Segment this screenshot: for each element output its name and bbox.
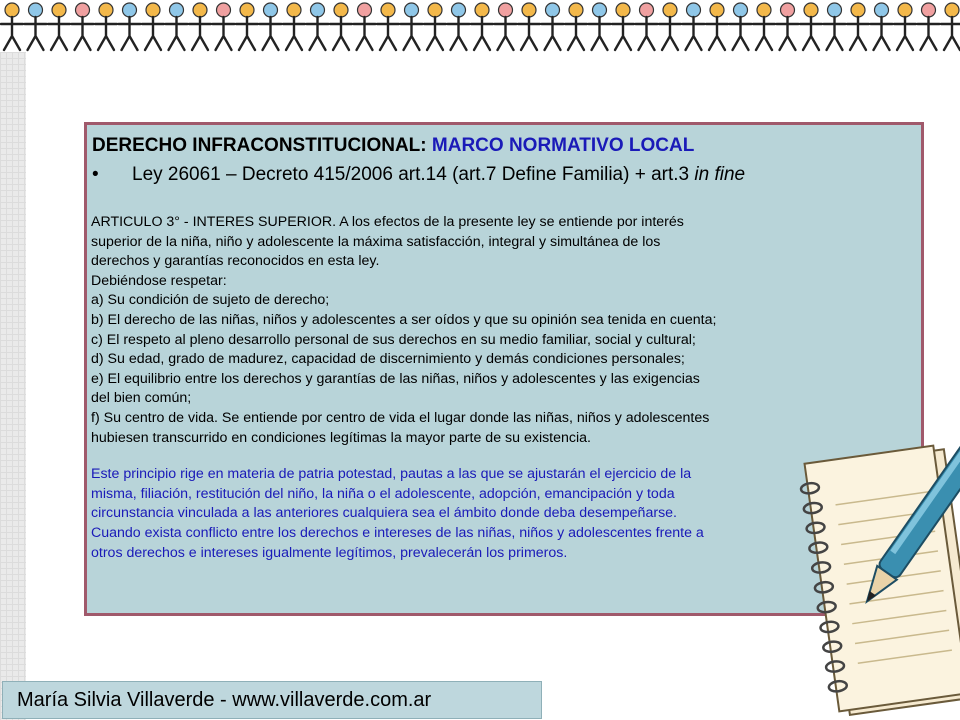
stick-figure-icon: [894, 3, 916, 50]
article-line: b) El derecho de las niñas, niños y adolescentes a ser oídos y que su opinión sea tenida en cuenta;: [91, 311, 717, 328]
stick-figure-icon: [401, 3, 423, 50]
stick-figure-icon: [448, 3, 470, 50]
stick-figure-icon: [307, 3, 329, 50]
stick-figures-decoration: [0, 0, 960, 52]
stick-figure-icon: [542, 3, 564, 50]
stick-figure-icon: [706, 3, 728, 50]
stick-figure-icon: [683, 3, 705, 50]
stick-figure-icon: [236, 3, 258, 50]
stick-figure-icon: [730, 3, 752, 50]
article-line: Debiéndose respetar:: [91, 272, 227, 289]
article-line: ARTICULO 3° - INTERES SUPERIOR. A los efectos de la presente ley se entiende por interés: [91, 214, 684, 230]
article-line: a) Su condición de sujeto de derecho;: [91, 292, 330, 309]
stick-figure-icon: [918, 3, 940, 50]
article-line: hubiesen transcurrido en condiciones legítimas la mayor parte de su existencia.: [91, 429, 591, 446]
bullet-italic: in fine: [694, 164, 746, 185]
stick-figure-icon: [800, 3, 822, 50]
stick-figure-icon: [119, 3, 141, 50]
stick-figure-icon: [495, 3, 517, 50]
stick-figure-icon: [659, 3, 681, 50]
stick-figure-icon: [330, 3, 352, 50]
stick-figure-icon: [565, 3, 587, 50]
stick-figure-icon: [377, 3, 399, 50]
article-line: d) Su edad, grado de madurez, capacidad de discernimiento y demás condiciones personales;: [91, 351, 685, 368]
author-footer: María Silvia Villaverde - www.villaverde.com.ar: [2, 681, 542, 719]
article-blue-line: circunstancia vinculada a las anteriores cualquiera sea el ámbito donde deba desempeñarse.: [91, 505, 677, 522]
stick-figure-icon: [941, 3, 960, 50]
bullet-symbol: •: [92, 164, 99, 185]
stick-figure-icon: [25, 3, 47, 50]
stick-figure-icon: [213, 3, 235, 50]
article-line: derechos y garantías reconocidos en esta ley.: [91, 253, 380, 270]
stick-figure-icon: [589, 3, 611, 50]
stick-figure-icon: [847, 3, 869, 50]
stick-figure-icon: [777, 3, 799, 50]
stick-figure-icon: [95, 3, 117, 50]
notebook-pen-illustration: [790, 420, 960, 720]
stick-figure-icon: [471, 3, 493, 50]
stick-figure-icon: [354, 3, 376, 50]
stick-figure-icon: [142, 3, 164, 50]
stick-figure-banner: [0, 0, 960, 52]
article-line: del bien común;: [91, 390, 192, 407]
article-line: e) El equilibrio entre los derechos y garantías de las niñas, niños y adolescentes y las exigencias: [91, 370, 700, 387]
stick-figure-icon: [189, 3, 211, 50]
stick-figure-icon: [636, 3, 658, 50]
stick-figure-icon: [260, 3, 282, 50]
heading-highlight: MARCO NORMATIVO LOCAL: [431, 135, 695, 156]
article-blue-line: misma, filiación, restitución del niño, la niña o el adolescente, adopción, emancipación y toda: [91, 485, 675, 502]
stick-figure-icon: [871, 3, 893, 50]
stick-figure-icon: [166, 3, 188, 50]
left-decorative-strip: [0, 52, 26, 720]
stick-figure-icon: [424, 3, 446, 50]
article-line: f) Su centro de vida. Se entiende por centro de vida el lugar donde las niñas, niños y adolescentes: [91, 409, 710, 426]
bullet-text: Ley 26061 – Decreto 415/2006 art.14 (art.7 Define Familia) + art.3: [132, 164, 690, 185]
stick-figure-icon: [72, 3, 94, 50]
article-line: superior de la niña, niño y adolescente la máxima satisfacción, integral y simultánea de los: [91, 233, 661, 250]
stick-figure-icon: [518, 3, 540, 50]
stick-figure-icon: [753, 3, 775, 50]
stick-figure-icon: [283, 3, 305, 50]
stick-figure-icon: [1, 3, 23, 50]
slide-heading: [92, 135, 694, 157]
article-blue-line: Este principio rige en materia de patria potestad, pautas a las que se ajustarán el ejercicio de la: [91, 466, 692, 483]
heading-prefix: DERECHO INFRACONSTITUCIONAL:: [92, 135, 427, 156]
stick-figure-icon: [824, 3, 846, 50]
stick-figure-icon: [612, 3, 634, 50]
stick-figure-icon: [48, 3, 70, 50]
article-blue-line: otros derechos e intereses igualmente legítimos, prevalecerán los primeros.: [91, 544, 568, 561]
article-blue-line: Cuando exista conflicto entre los derechos e intereses de las niñas, niños y adolescentes frente a: [91, 524, 704, 541]
article-line: c) El respeto al pleno desarrollo personal de sus derechos en su medio familiar, social y cultural;: [91, 331, 696, 348]
law-bullet: [92, 164, 745, 186]
